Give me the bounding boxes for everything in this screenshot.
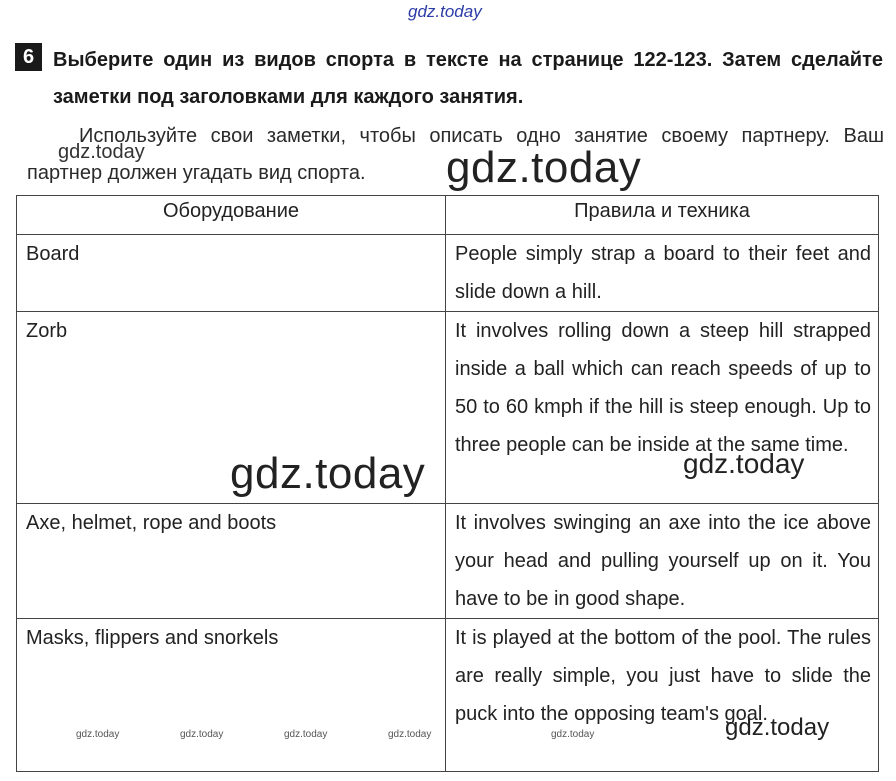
column-header-equipment: Оборудование (17, 196, 446, 235)
watermark: gdz.today (551, 729, 595, 740)
notes-table (16, 195, 879, 772)
rules-cell: People simply strap a board to their feet and slide down a hill. (446, 235, 879, 312)
equipment-cell: Masks, flippers and snorkels (17, 619, 446, 772)
watermark: gdz.today (230, 449, 426, 498)
table-row (17, 235, 879, 312)
task-title: Выберите один из видов спорта в тексте на странице 122-123. Затем сделайте заметки под заголовками для каждого занятия. (53, 49, 883, 108)
equipment-cell: Zorb (17, 312, 446, 504)
watermark: gdz.today (388, 729, 432, 740)
column-header-rules: Правила и техника (446, 196, 879, 235)
watermark: gdz.today (683, 448, 805, 479)
rules-cell: It involves rolling down a steep hill strapped inside a ball which can reach speeds of up to 50 to 60 kmph if the hill is steep enough. Up to three people can be inside at the same time. (446, 312, 879, 504)
table-row (17, 504, 879, 619)
rules-cell: It is played at the bottom of the pool. The rules are really simple, you just have to slide the puck into the opposing team's goal. (446, 619, 879, 772)
equipment-cell: Board (17, 235, 446, 312)
watermark: gdz.today (408, 2, 482, 21)
watermark: gdz.today (180, 729, 224, 740)
watermark: gdz.today (284, 729, 328, 740)
watermark: gdz.today (725, 714, 830, 741)
table-row (17, 619, 879, 772)
watermark: gdz.today (446, 143, 642, 192)
watermark: gdz.today (58, 141, 145, 163)
equipment-cell: Axe, helmet, rope and boots (17, 504, 446, 619)
task-instruction: Используйте свои заметки, чтобы описать одно занятие своему партнеру. Ваш партнер должен угадать вид спорта. (27, 125, 884, 184)
task-number-badge: 6 (15, 43, 42, 71)
watermark: gdz.today (76, 729, 120, 740)
rules-cell: It involves swinging an axe into the ice above your head and pulling yourself up on it. You have to be in good shape. (446, 504, 879, 619)
table-header-row (17, 196, 879, 235)
